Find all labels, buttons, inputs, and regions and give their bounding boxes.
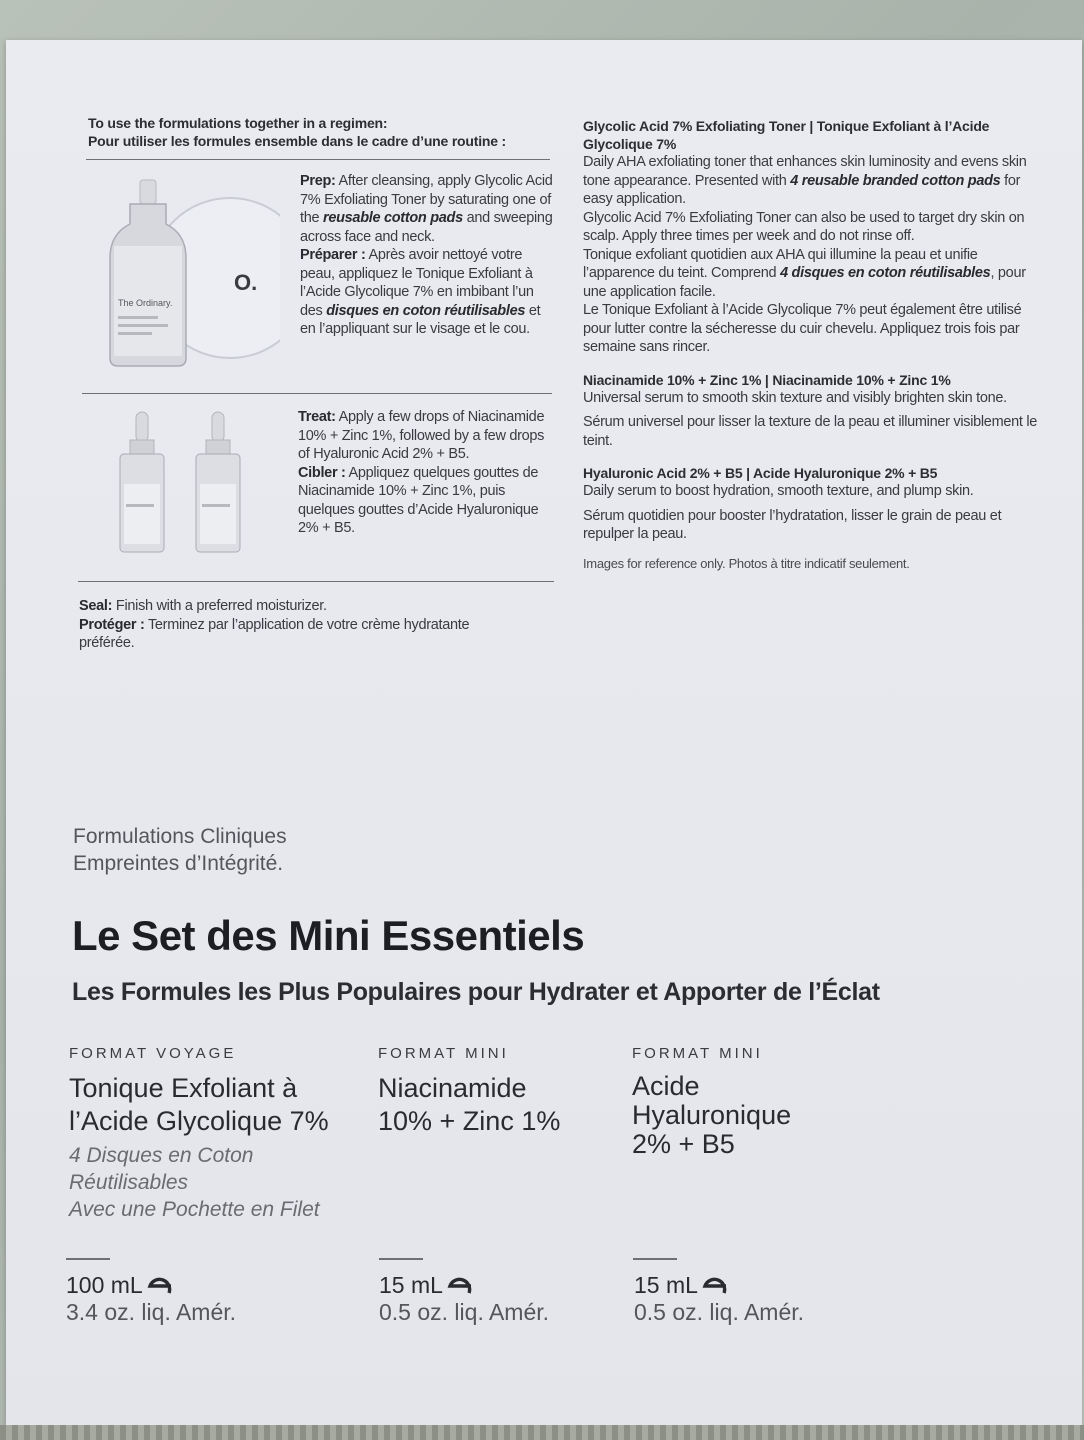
hyaluronic-bottle-icon — [196, 412, 240, 552]
volume-niacinamide — [379, 1272, 549, 1326]
glycolic-en: Daily AHA exfoliating toner that enhances skin luminosity and evens skin tone appearance. Presented with 4 reusable branded cotton pads for easy application. — [583, 154, 1027, 207]
divider-dash — [379, 1258, 423, 1260]
estimated-e-mark-icon — [445, 1273, 475, 1299]
product-name: Niacinamide 10% + Zinc 1% — [378, 1073, 561, 1136]
prep-step: Prep: After cleansing, apply Glycolic Acid 7% Exfoliating Toner by saturating one of the reusable cotton pads and sweeping across face and neck. Préparer : Après avoir nettoyé votre peau, appliquez le Tonique Exfoliant à l’Acide Glycolique 7% en imbibant l’un des disques en coton réutilisables et en l’appliquant sur le visage et le cou. — [300, 173, 553, 337]
hyaluronic-heading: Hyaluronic Acid 2% + B5 | Acide Hyaluronique 2% + B5 — [583, 465, 938, 481]
volume-hyaluronic — [634, 1272, 804, 1326]
hyaluronic-en: Daily serum to boost hydration, smooth texture, and plump skin. — [583, 483, 974, 499]
divider — [86, 159, 550, 160]
product-note: 4 Disques en Coton Réutilisables Avec une Pochette en Filet — [69, 1144, 320, 1221]
estimated-e-mark-icon — [700, 1273, 730, 1299]
niacinamide-fr: Sérum universel pour lisser la texture de la peau et illuminer visiblement le teint. — [583, 414, 1038, 449]
set-subtitle: Les Formules les Plus Populaires pour Hydrater et Apporter de l’Éclat — [72, 978, 880, 1006]
glycolic-heading: Glycolic Acid 7% Exfoliating Toner | Tonique Exfoliant à l’Acide Glycolique 7% — [583, 118, 990, 152]
glycolic-fr: Tonique exfoliant quotidien aux AHA qui illumine la peau et unifie l’apparence du teint. Comprend 4 disques en coton réutilisables, pour une application facile. — [583, 246, 1026, 300]
product-column-niacinamide — [378, 1045, 618, 1138]
pad-logo: O. — [234, 270, 258, 295]
bottle-brand-label: The Ordinary. — [118, 298, 173, 308]
prep-label-fr: Préparer : — [300, 247, 366, 263]
volume-oz: 0.5 oz. liq. Amér. — [379, 1299, 550, 1325]
volume-ml: 100 mL — [66, 1272, 143, 1298]
serum-bottles-image — [112, 408, 252, 558]
divider — [78, 581, 554, 582]
divider — [82, 393, 552, 394]
product-name: Tonique Exfoliant à l’Acide Glycolique 7% — [69, 1073, 329, 1136]
hyaluronic-fr: Sérum quotidien pour booster l’hydratation, lisser le grain de peau et repulper la peau. — [583, 507, 1002, 542]
product-format: FORMAT VOYAGE — [69, 1045, 237, 1062]
seal-label-fr: Protéger : — [79, 616, 145, 633]
product-column-glycolic — [69, 1045, 369, 1223]
niacinamide-en: Universal serum to smooth skin texture and visibly brighten skin tone. — [583, 389, 1007, 406]
seal-step: Seal: Finish with a preferred moisturizer. Protéger : Terminez par l’application de votre crème hydratante préférée. — [79, 598, 470, 651]
product-column-hyaluronic — [632, 1045, 892, 1159]
disclaimer: Images for reference only. Photos à titre indicatif seulement. — [583, 555, 910, 571]
seal-label-en: Seal: — [79, 598, 113, 614]
volume-oz: 3.4 oz. liq. Amér. — [66, 1299, 237, 1325]
product-name: Acide Hyaluronique 2% + B5 — [632, 1071, 792, 1159]
toner-bottle-and-pad-image — [100, 176, 280, 372]
regimen-heading — [88, 114, 558, 150]
regimen-heading-fr: Pour utiliser les formules ensemble dans le cadre d’une routine : — [88, 133, 507, 149]
estimated-e-mark-icon — [145, 1273, 175, 1299]
divider-dash — [66, 1258, 110, 1260]
niacinamide-heading: Niacinamide 10% + Zinc 1% | Niacinamide 10% + Zinc 1% — [583, 371, 951, 388]
volume-ml: 15 mL — [634, 1272, 698, 1298]
treat-label-en: Treat: — [298, 409, 336, 425]
product-descriptions — [583, 117, 1045, 572]
set-title: Le Set des Mini Essentiels — [72, 912, 585, 959]
glycolic-fr-scalp: Le Tonique Exfoliant à l’Acide Glycolique 7% peut également être utilisé pour lutter contre la sécheresse du cuir chevelu. Appliquez trois fois par semaine sans rincer. — [583, 302, 1022, 355]
divider-dash — [633, 1258, 677, 1260]
glycolic-en-scalp: Glycolic Acid 7% Exfoliating Toner can also be used to target dry skin on scalp. Apply three times per week and do not rinse off. — [583, 209, 1025, 244]
product-format: FORMAT MINI — [632, 1045, 763, 1062]
regimen-heading-en: To use the formulations together in a regimen: — [88, 115, 388, 131]
treat-label-fr: Cibler : — [298, 464, 346, 481]
treat-step: Treat: Apply a few drops of Niacinamide 10% + Zinc 1%, followed by a few drops of Hyaluronic Acid 2% + B5. Cibler : Appliquez quelques gouttes de Niacinamide 10% + Zinc 1%, puis quelques gouttes d’Acide Hyaluronique 2% + B5. — [298, 409, 545, 536]
volume-ml: 15 mL — [379, 1272, 443, 1298]
volume-oz: 0.5 oz. liq. Amér. — [634, 1299, 805, 1325]
table-surface — [0, 1425, 1084, 1440]
volume-glycolic — [66, 1272, 236, 1326]
prep-label-en: Prep: — [300, 173, 336, 189]
niacinamide-bottle-icon — [120, 412, 164, 552]
tagline: Formulations Cliniques Empreintes d’Intégrité. — [73, 825, 287, 875]
product-format: FORMAT MINI — [378, 1045, 509, 1062]
